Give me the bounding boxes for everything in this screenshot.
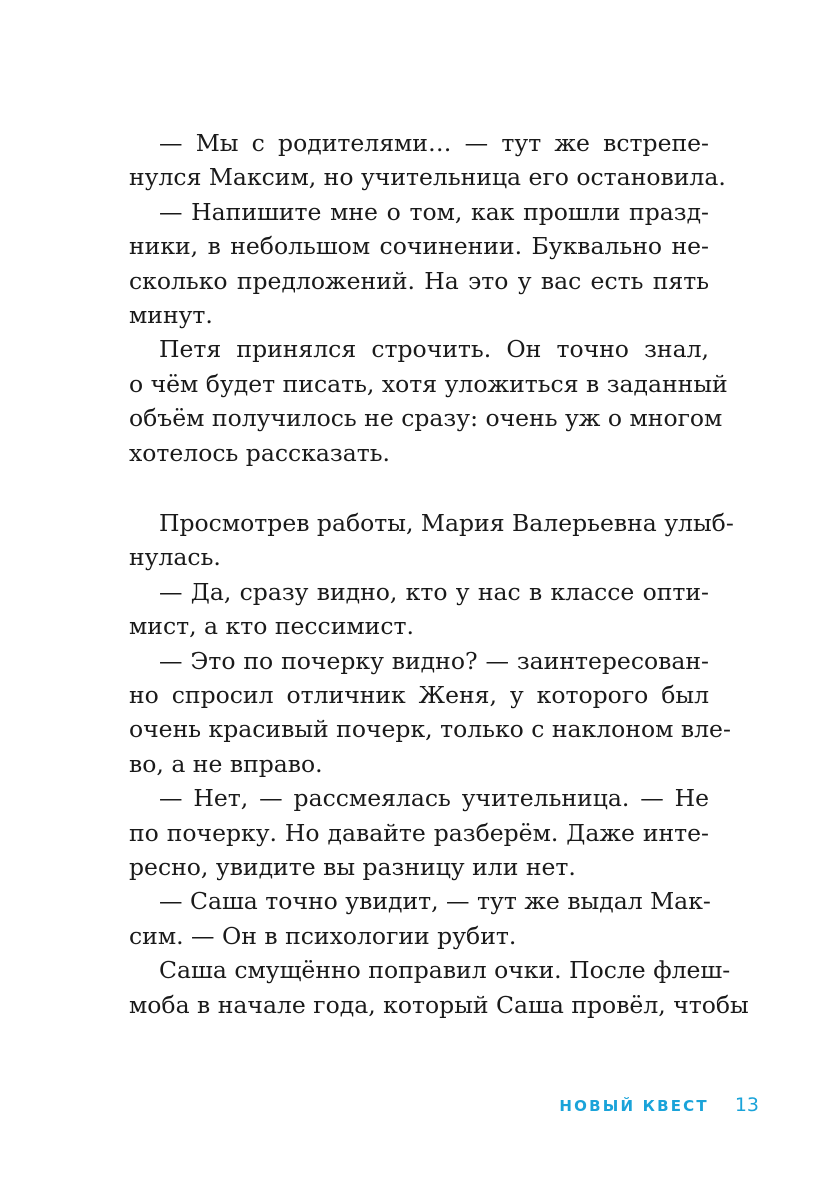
text-line: ники, в небольшом сочинении. Буквально не- xyxy=(129,232,709,261)
text-section-a xyxy=(129,126,728,470)
text-line: моба в начале года, который Саша провёл, чтобы xyxy=(129,990,749,1019)
text-line: Петя принялся строчить. Он точно знал, xyxy=(159,335,709,364)
text-line: по почерку. Но давайте разберём. Даже инте- xyxy=(129,818,709,847)
text-line: — Саша точно увидит, — тут же выдал Мак- xyxy=(159,887,711,916)
text-line: очень красивый почерк, только с наклоном вле- xyxy=(129,715,731,744)
text-line: объём получилось не сразу: очень уж о многом xyxy=(129,404,723,433)
text-line: о чём будет писать, хотя уложиться в заданный xyxy=(129,369,728,398)
text-line: сколько предложений. На это у вас есть пять xyxy=(129,266,709,295)
text-line: во, а не вправо. xyxy=(129,749,323,778)
text-line: — Нет, — рассмеялась учительница. — Не xyxy=(159,784,709,813)
page-number: 13 xyxy=(734,1094,759,1116)
text-line: Просмотрев работы, Мария Валерьевна улыб- xyxy=(159,509,734,537)
text-line: мист, а кто пессимист. xyxy=(129,612,414,641)
text-line: хотелось рассказать. xyxy=(129,438,390,467)
text-line: — Мы с родителями… — тут же встрепе- xyxy=(159,129,709,157)
text-line: — Да, сразу видно, кто у нас в классе опти- xyxy=(159,577,709,606)
text-line: но спросил отличник Женя, у которого был xyxy=(129,681,709,710)
text-line: — Это по почерку видно? — заинтересован- xyxy=(159,646,709,675)
running-title: НОВЫЙ КВЕСТ xyxy=(559,1097,709,1115)
text-section-b xyxy=(129,506,749,1022)
text-line: сим. — Он в психологии рубит. xyxy=(129,921,517,950)
text-line: ресно, увидите вы разницу или нет. xyxy=(129,853,576,882)
text-line: нулся Максим, но учительница его остановила. xyxy=(129,163,726,192)
text-line: нулась. xyxy=(129,543,221,572)
text-line: минут. xyxy=(129,301,213,330)
page-footer xyxy=(559,1094,759,1116)
text-line: — Напишите мне о том, как прошли празд- xyxy=(159,197,709,226)
text-line: Саша смущённо поправил очки. После флеш- xyxy=(159,956,731,985)
